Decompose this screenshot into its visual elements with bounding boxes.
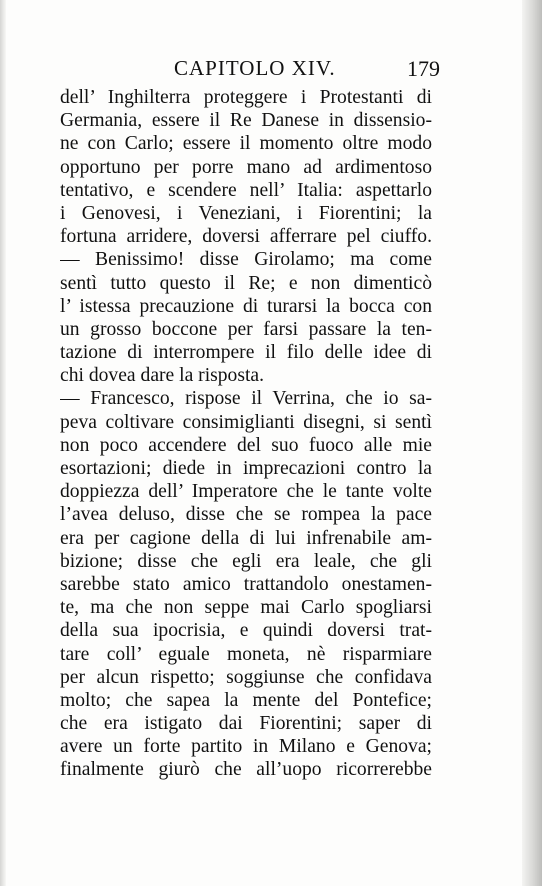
text-line: che era istigato dai Fiorentini; saper di [60, 713, 432, 735]
text-line: peva coltivare consimiglianti disegni, si sentì [60, 411, 432, 433]
text-line: — Francesco, rispose il Verrina, che io sa- [60, 388, 432, 410]
text-line: della sua ipocrisia, e quindi doversi trat- [60, 620, 432, 642]
text-line: — Benissimo! disse Girolamo; ma come [60, 249, 432, 271]
text-line: l’ istessa precauzione di turarsi la bocca con [60, 295, 432, 317]
text-line: ne con Carlo; essere il momento oltre modo [60, 133, 432, 155]
text-line: dell’ Inghilterra proteggere i Protestanti di [60, 87, 432, 108]
text-line: doppiezza dell’ Imperatore che le tante volte [60, 481, 432, 503]
text-line: finalmente giurò che all’uopo ricorrerebbe [60, 759, 432, 781]
text-line: fortuna arridere, doversi afferrare pel ciuffo. [60, 226, 432, 248]
text-line: chi dovea dare la risposta. [60, 365, 265, 387]
text-line: te, ma che non seppe mai Carlo spogliarsi [60, 597, 432, 619]
body-text [60, 86, 432, 782]
text-line: un grosso boccone per farsi passare la ten- [60, 318, 432, 340]
text-line: era per cagione della di lui infrenabile am- [60, 527, 432, 549]
page-right-edge-shadow [522, 0, 542, 886]
text-line: l’avea deluso, disse che se rompea la pace [60, 504, 432, 526]
text-line: sentì tutto questo il Re; e non dimenticò [60, 272, 432, 294]
text-line: tare coll’ eguale moneta, nè risparmiare [60, 643, 432, 665]
text-line: per alcun rispetto; soggiunse che confidava [60, 666, 432, 688]
running-title: CAPITOLO XIV. [174, 56, 336, 80]
text-line: sarebbe stato amico trattandolo onestamen- [60, 573, 432, 595]
page-header [60, 56, 440, 86]
text-line: molto; che sapea la mente del Pontefice; [60, 689, 432, 711]
text-line: tentativo, e scendere nell’ Italia: aspettarlo [60, 179, 432, 201]
text-line: opportuno per porre mano ad ardimentoso [60, 156, 432, 178]
text-line: esortazioni; diede in imprecazioni contro la [60, 458, 432, 479]
text-line: non poco accendere del suo fuoco alle mie [60, 434, 432, 456]
text-line: i Genovesi, i Veneziani, i Fiorentini; la [60, 202, 432, 224]
text-line: avere un forte partito in Milano e Genova; [60, 736, 432, 758]
text-line: Germania, essere il Re Danese in dissensio- [60, 110, 432, 132]
page-number: 179 [407, 56, 440, 81]
text-line: bizione; disse che egli era leale, che gli [60, 550, 432, 572]
page-left-edge [0, 0, 6, 886]
text-line: tazione di interrompere il filo delle idee di [60, 342, 432, 364]
